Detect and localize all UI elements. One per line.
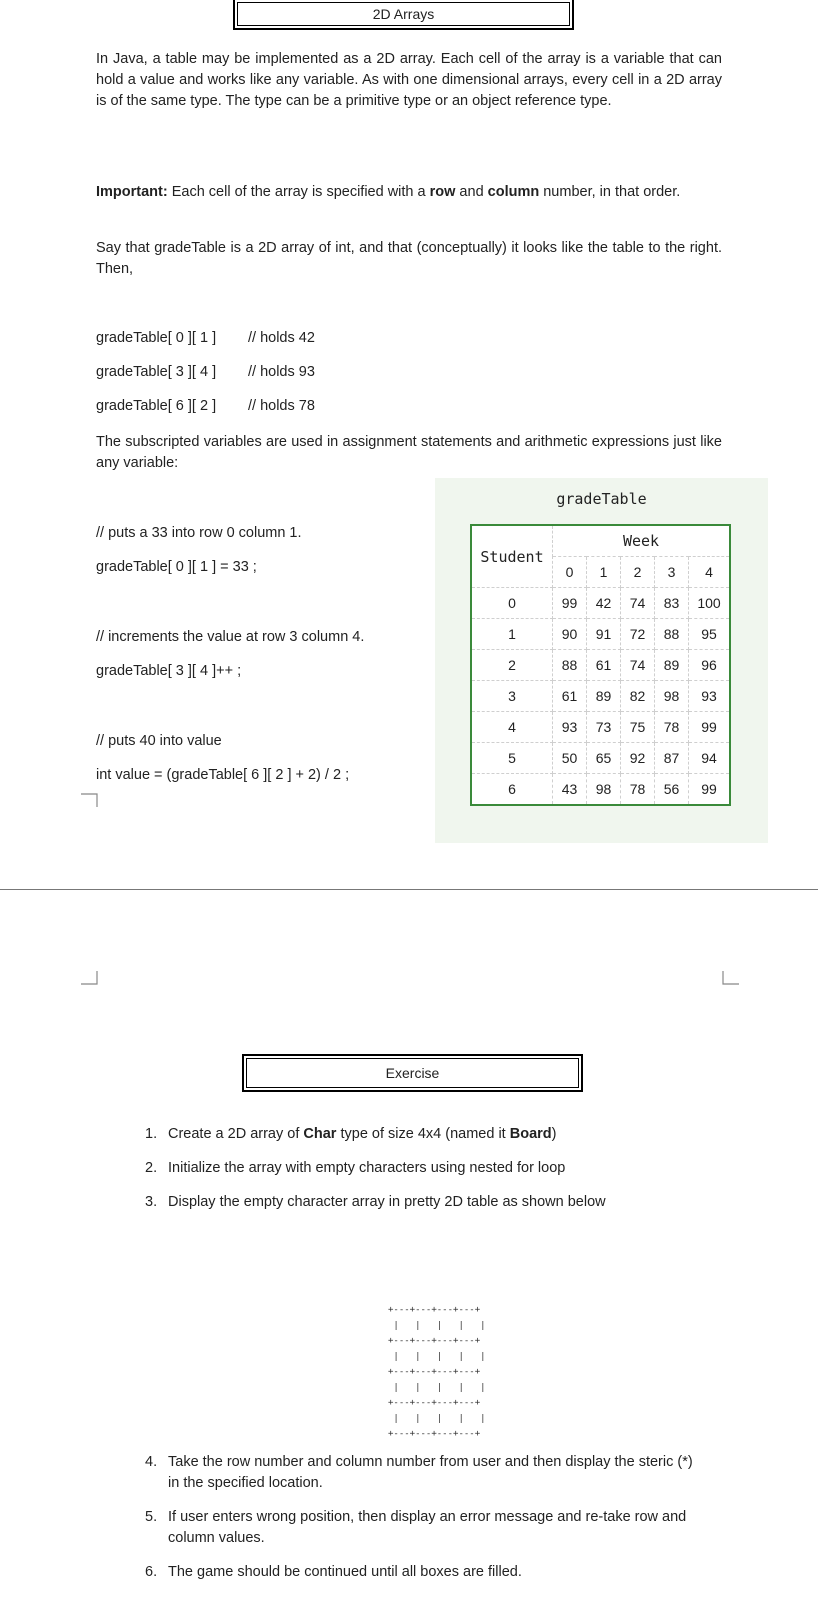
important-text-a: Each cell of the array is specified with a — [167, 184, 430, 200]
example-expr: gradeTable[ 0 ][ 1 ] — [96, 330, 217, 346]
important-row: row — [429, 184, 456, 200]
table-cell: 75 — [621, 712, 655, 743]
table-cell: 82 — [621, 681, 655, 712]
table-cell: 61 — [587, 650, 621, 681]
statement-comment: // puts 40 into value — [96, 733, 222, 749]
statement-code: gradeTable[ 3 ][ 4 ]++ ; — [96, 663, 242, 679]
table-row — [471, 588, 730, 619]
example-comment: // holds 78 — [248, 398, 315, 414]
statement-code: gradeTable[ 0 ][ 1 ] = 33 ; — [96, 559, 257, 575]
important-column: column — [487, 184, 540, 200]
table-cell: 91 — [587, 619, 621, 650]
table-cell: 74 — [621, 588, 655, 619]
example-line — [96, 328, 315, 348]
row-header: 4 — [471, 712, 553, 743]
important-text-c: number, in that order. — [539, 184, 681, 200]
week-header: Week — [553, 525, 731, 557]
ascii-board-preview: +---+---+---+---+ | | | | | +---+---+---+---+ | | | | | +---+---+---+---+ | | | | | +---+---+---+---+ | | | | | +---+---+---+---+ — [388, 1305, 486, 1439]
row-header: 3 — [471, 681, 553, 712]
list-item: 1. Create a 2D array of Char type of size 4x4 (named it Board) — [145, 1126, 557, 1142]
list-item: 4. Take the row number and column number from user and then display the steric (*) in the specified location. — [145, 1454, 693, 1491]
corner-mark-icon — [722, 971, 739, 985]
grade-table — [470, 524, 731, 806]
page-title: 2D Arrays — [372, 6, 435, 22]
important-label: Important: — [96, 184, 168, 200]
table-cell: 50 — [553, 743, 587, 774]
table-cell: 93 — [689, 681, 731, 712]
exercise-title-box — [242, 1054, 583, 1092]
table-cell: 88 — [553, 650, 587, 681]
table-cell: 98 — [655, 681, 689, 712]
table-cell: 72 — [621, 619, 655, 650]
column-header: 2 — [621, 557, 655, 588]
page-separator — [0, 889, 818, 890]
intro-paragraph: In Java, a table may be implemented as a 2D array. Each cell of the array is a variable that can hold a value and works like any variable. As with one dimensional arrays, every cell in a 2D array is of the same type. The type can be a primitive type or an object reference type. — [96, 51, 722, 109]
table-row — [471, 743, 730, 774]
table-cell: 65 — [587, 743, 621, 774]
table-cell: 94 — [689, 743, 731, 774]
table-row — [471, 619, 730, 650]
column-header: 0 — [553, 557, 587, 588]
row-header: 6 — [471, 774, 553, 806]
example-line — [96, 396, 315, 416]
table-cell: 96 — [689, 650, 731, 681]
list-item: 3. Display the empty character array in pretty 2D table as shown below — [145, 1194, 606, 1210]
row-header: 1 — [471, 619, 553, 650]
table-row — [471, 650, 730, 681]
table-cell: 95 — [689, 619, 731, 650]
example-expr: gradeTable[ 3 ][ 4 ] — [96, 364, 217, 380]
important-paragraph — [96, 182, 722, 203]
table-row — [471, 712, 730, 743]
grade-table-panel — [435, 478, 768, 843]
table-cell: 73 — [587, 712, 621, 743]
table-cell: 92 — [621, 743, 655, 774]
corner-mark-icon — [81, 793, 98, 807]
table-cell: 42 — [587, 588, 621, 619]
column-header: 4 — [689, 557, 731, 588]
table-cell: 89 — [655, 650, 689, 681]
table-cell: 83 — [655, 588, 689, 619]
row-header: 5 — [471, 743, 553, 774]
table-cell: 78 — [621, 774, 655, 806]
list-item: 5. If user enters wrong position, then display an error message and re-take row and column values. — [145, 1509, 687, 1546]
row-header: 2 — [471, 650, 553, 681]
table-cell: 43 — [553, 774, 587, 806]
table-cell: 89 — [587, 681, 621, 712]
column-header: 3 — [655, 557, 689, 588]
subscripted-paragraph: The subscripted variables are used in assignment statements and arithmetic expressions just like any variable: — [96, 434, 722, 471]
exercise-list — [145, 1124, 745, 1213]
grade-table-title: gradeTable — [556, 490, 647, 508]
table-cell: 93 — [553, 712, 587, 743]
table-cell: 100 — [689, 588, 731, 619]
exercise-title: Exercise — [385, 1065, 440, 1081]
say-that-paragraph: Say that gradeTable is a 2D array of int, and that (conceptually) it looks like the table to the right. Then, — [96, 240, 722, 277]
table-cell: 99 — [689, 774, 731, 806]
student-header: Student — [471, 525, 553, 588]
table-cell: 88 — [655, 619, 689, 650]
table-cell: 56 — [655, 774, 689, 806]
table-cell: 87 — [655, 743, 689, 774]
corner-mark-icon — [81, 971, 98, 985]
example-expr: gradeTable[ 6 ][ 2 ] — [96, 398, 217, 414]
table-cell: 99 — [689, 712, 731, 743]
table-cell: 98 — [587, 774, 621, 806]
table-row — [471, 681, 730, 712]
list-item: 2. Initialize the array with empty characters using nested for loop — [145, 1160, 566, 1176]
statement-comment: // increments the value at row 3 column 4. — [96, 629, 365, 645]
table-row — [471, 774, 730, 806]
column-header: 1 — [587, 557, 621, 588]
table-cell: 74 — [621, 650, 655, 681]
table-cell: 78 — [655, 712, 689, 743]
example-comment: // holds 42 — [248, 330, 315, 346]
table-cell: 61 — [553, 681, 587, 712]
statement-comment: // puts a 33 into row 0 column 1. — [96, 525, 302, 541]
table-cell: 90 — [553, 619, 587, 650]
statement-code: int value = (gradeTable[ 6 ][ 2 ] + 2) / 2 ; — [96, 767, 350, 783]
example-line — [96, 362, 315, 382]
section-title-box — [233, 0, 574, 30]
table-cell: 99 — [553, 588, 587, 619]
example-comment: // holds 93 — [248, 364, 315, 380]
exercise-list — [145, 1452, 705, 1583]
important-text-b: and — [455, 184, 488, 200]
list-item: 6. The game should be continued until all boxes are filled. — [145, 1564, 522, 1580]
row-header: 0 — [471, 588, 553, 619]
